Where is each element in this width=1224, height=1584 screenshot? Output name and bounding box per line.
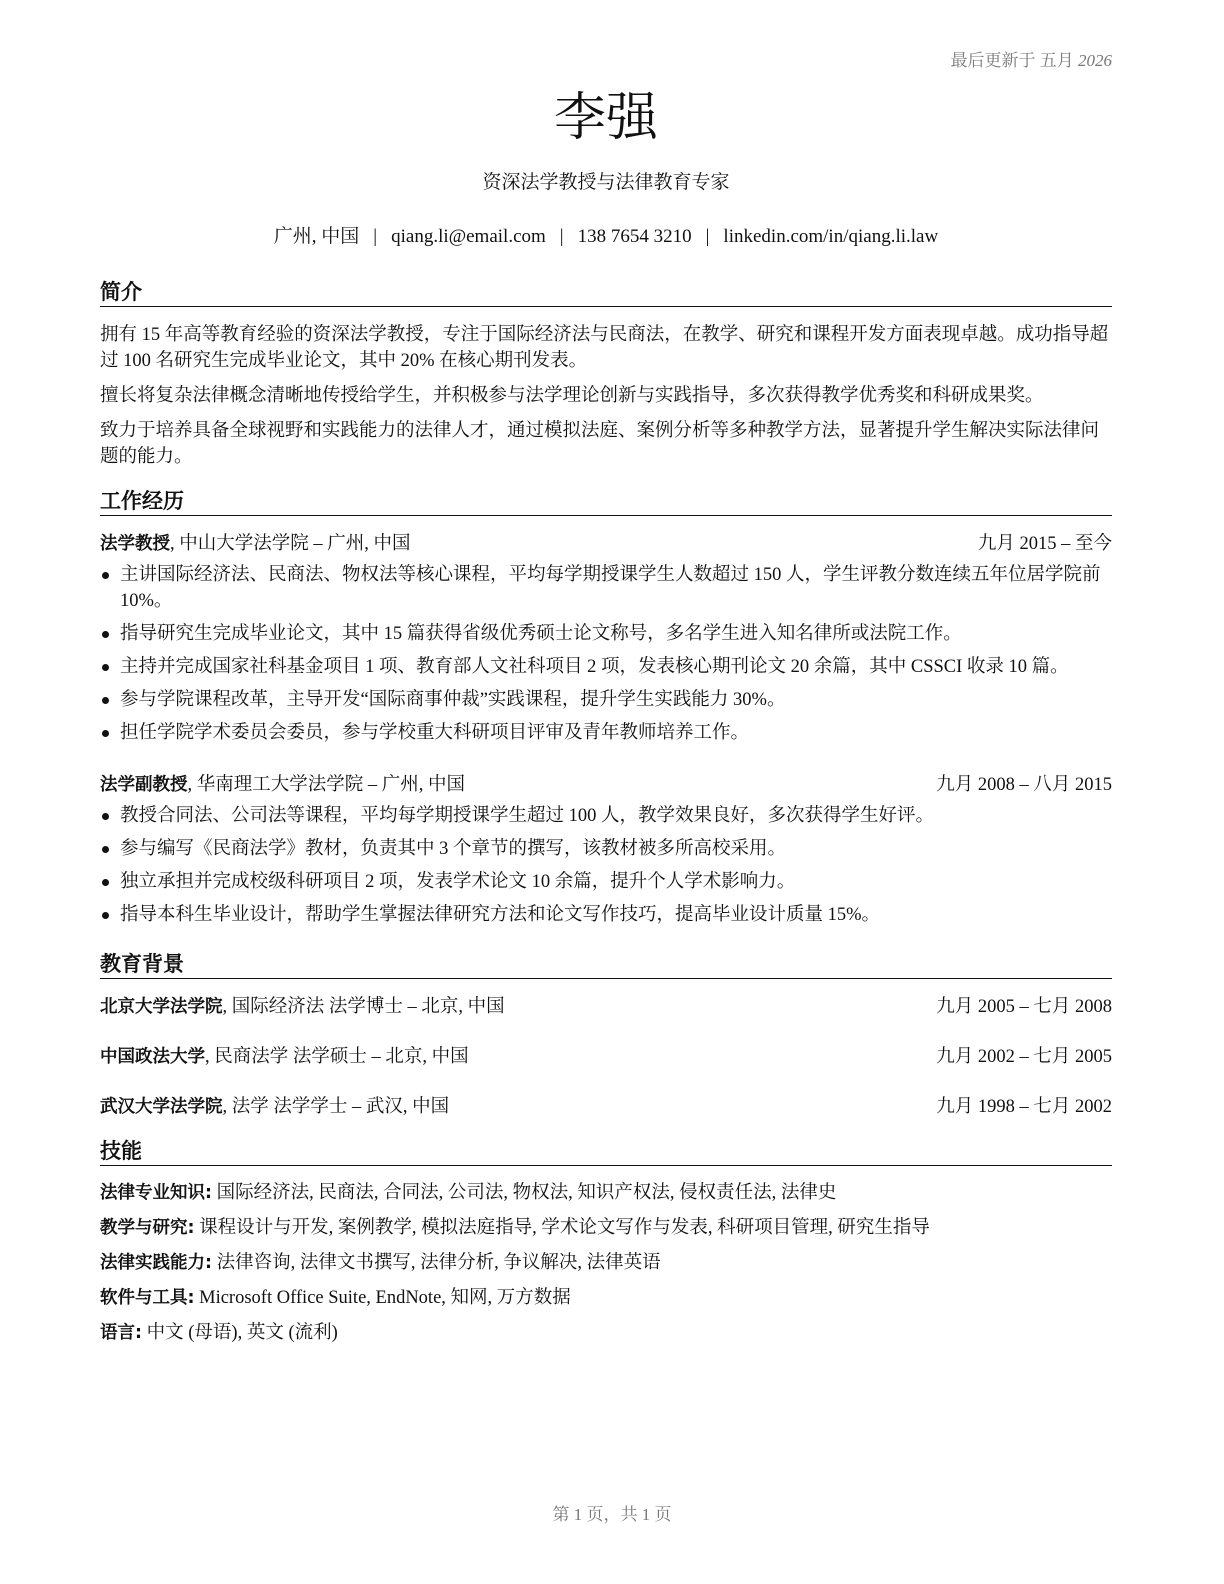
skill-value: 国际经济法, 民商法, 合同法, 公司法, 物权法, 知识产权法, 侵权责任法, 法律史 — [212, 1183, 837, 1203]
job-bullets — [100, 562, 1112, 753]
job-role: 法学副教授 — [100, 775, 188, 795]
section-title-experience: 工作经历 — [100, 487, 1112, 516]
skill-value: 中文 (母语), 英文 (流利) — [142, 1323, 338, 1343]
contact-linkedin[interactable]: linkedin.com/in/qiang.li.law — [723, 226, 939, 247]
section-title-education: 教育背景 — [100, 950, 1112, 979]
education-detail: , 法学 法学学士 – 武汉, 中国 — [222, 1097, 450, 1117]
education-item — [100, 1094, 1112, 1120]
job-bullet: 指导研究生完成毕业论文，其中 15 篇获得省级优秀硕士论文称号，多名学生进入知名律所或法院工作。 — [100, 621, 1112, 647]
page-footer: 第 1 页，共 1 页 — [552, 1505, 672, 1524]
skill-label: 软件与工具: — [100, 1288, 195, 1308]
job-bullet: 指导本科生毕业设计，帮助学生掌握法律研究方法和论文写作技巧，提高毕业设计质量 15%。 — [100, 902, 1112, 928]
contact-line — [100, 224, 1112, 250]
education-item — [100, 1044, 1112, 1070]
skill-value: Microsoft Office Suite, EndNote, 知网, 万方数据 — [194, 1288, 571, 1308]
job-role: 法学教授 — [100, 534, 170, 554]
skill-value: 法律咨询, 法律文书撰写, 法律分析, 争议解决, 法律英语 — [212, 1253, 661, 1273]
skill-row — [100, 1250, 1112, 1276]
skill-row — [100, 1180, 1112, 1206]
job-bullet: 参与编写《民商法学》教材，负责其中 3 个章节的撰写，该教材被多所高校采用。 — [100, 836, 1112, 862]
education-detail: , 国际经济法 法学博士 – 北京, 中国 — [222, 997, 505, 1017]
job-bullet: 教授合同法、公司法等课程，平均每学期授课学生超过 100 人，教学效果良好，多次获得学生好评。 — [100, 803, 1112, 829]
person-name: 李强 — [553, 88, 658, 148]
skill-label: 法律实践能力: — [100, 1253, 212, 1273]
job-org: , 华南理工大学法学院 – 广州, 中国 — [187, 775, 466, 795]
skill-value: 课程设计与开发, 案例教学, 模拟法庭指导, 学术论文写作与发表, 科研项目管理, 研究生指导 — [194, 1218, 930, 1238]
summary-paragraph: 拥有 15 年高等教育经验的资深法学教授，专注于国际经济法与民商法，在教学、研究和课程开发方面表现卓越。成功指导超过 100 名研究生完成毕业论文，其中 20% 在核心期刊发表。 — [100, 325, 1109, 371]
summary-paragraph: 致力于培养具备全球视野和实践能力的法律人才，通过模拟法庭、案例分析等多种教学方法，显著提升学生解决实际法律问题的能力。 — [100, 421, 1100, 467]
summary-paragraph: 擅长将复杂法律概念清晰地传授给学生，并积极参与法学理论创新与实践指导，多次获得教学优秀奖和科研成果奖。 — [100, 386, 1044, 406]
job-dates: 九月 2008 – 八月 2015 — [936, 775, 1112, 795]
skill-row — [100, 1320, 1112, 1346]
skill-row — [100, 1215, 1112, 1241]
last-updated: 最后更新于 五月 2026 — [950, 51, 1112, 70]
contact-location: 广州, 中国 — [273, 226, 360, 247]
section-title-summary: 简介 — [100, 278, 1112, 307]
job-header — [100, 531, 1112, 557]
contact-separator: | — [559, 226, 564, 247]
job-dates: 九月 2015 – 至今 — [977, 534, 1112, 554]
job-bullet: 独立承担并完成校级科研项目 2 项，发表学术论文 10 余篇，提升个人学术影响力。 — [100, 869, 1112, 895]
education-item — [100, 994, 1112, 1020]
contact-separator: | — [705, 226, 710, 247]
job-bullets — [100, 803, 1112, 935]
section-title-skills: 技能 — [100, 1137, 1112, 1166]
contact-phone[interactable]: 138 7654 3210 — [577, 226, 692, 247]
contact-separator: | — [373, 226, 378, 247]
education-dates: 九月 1998 – 七月 2002 — [936, 1097, 1112, 1117]
job-org: , 中山大学法学院 – 广州, 中国 — [170, 534, 411, 554]
skill-label: 语言: — [100, 1323, 142, 1343]
job-header — [100, 772, 1112, 798]
education-detail: , 民商法学 法学硕士 – 北京, 中国 — [205, 1047, 469, 1067]
education-school: 武汉大学法学院 — [100, 1097, 223, 1117]
job-bullet: 主持并完成国家社科基金项目 1 项、教育部人文社科项目 2 项，发表核心期刊论文 20 余篇，其中 CSSCI 收录 10 篇。 — [100, 654, 1112, 680]
education-dates: 九月 2002 – 七月 2005 — [936, 1047, 1112, 1067]
person-subtitle: 资深法学教授与法律教育专家 — [482, 172, 730, 193]
education-dates: 九月 2005 – 七月 2008 — [936, 997, 1112, 1017]
contact-email[interactable]: qiang.li@email.com — [391, 226, 546, 247]
job-bullet: 主讲国际经济法、民商法、物权法等核心课程，平均每学期授课学生人数超过 150 人，学生评教分数连续五年位居学院前 10%。 — [100, 562, 1112, 614]
education-school: 中国政法大学 — [100, 1047, 205, 1067]
skill-label: 教学与研究: — [100, 1218, 195, 1238]
skill-row — [100, 1285, 1112, 1311]
job-bullet: 参与学院课程改革，主导开发“国际商事仲裁”实践课程，提升学生实践能力 30%。 — [100, 687, 1112, 713]
education-school: 北京大学法学院 — [100, 997, 223, 1017]
job-bullet: 担任学院学术委员会委员，参与学校重大科研项目评审及青年教师培养工作。 — [100, 720, 1112, 746]
skill-label: 法律专业知识: — [100, 1183, 212, 1203]
